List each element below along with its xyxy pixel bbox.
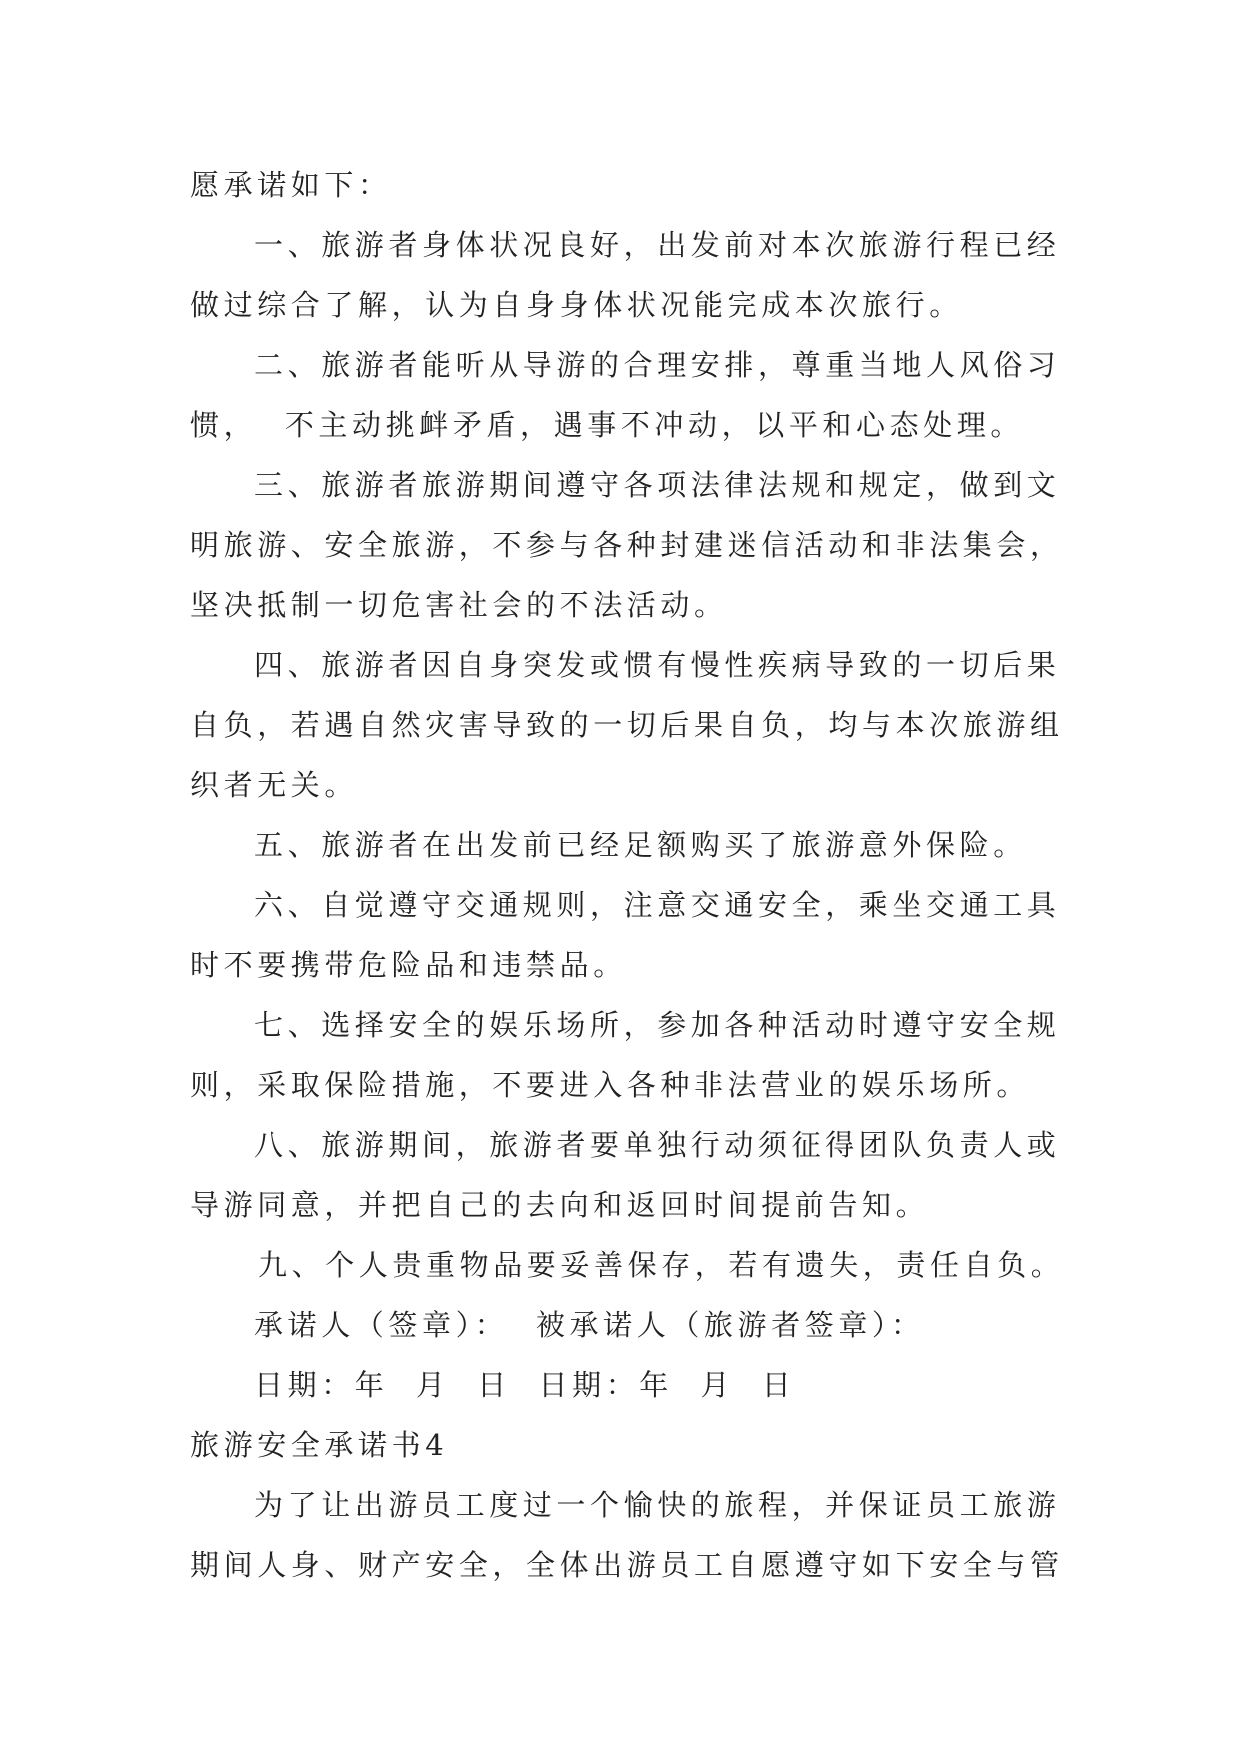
text-line: 九、个人贵重物品要妥善保存，若有遗失，责任自负。 xyxy=(258,1248,1065,1282)
text-line: 做过综合了解，认为自身身体状况能完成本次旅行。 xyxy=(190,288,963,322)
text-line: 则，采取保险措施，不要进入各种非法营业的娱乐场所。 xyxy=(190,1068,1031,1102)
text-line: 八、旅游期间，旅游者要单独行动须征得团队负责人或 xyxy=(254,1128,1061,1162)
text-line: 明旅游、安全旅游，不参与各种封建迷信活动和非法集会， xyxy=(190,528,1064,562)
section-title: 旅游安全承诺书4 xyxy=(190,1428,449,1462)
text-line: 坚决抵制一切危害社会的不法活动。 xyxy=(190,588,728,622)
text-line: 愿承诺如下： xyxy=(190,168,392,202)
text-line: 惯， 不主动挑衅矛盾，遇事不冲动，以平和心态处理。 xyxy=(190,408,1025,442)
text-line: 织者无关。 xyxy=(190,768,359,802)
text-line: 导游同意，并把自己的去向和返回时间提前告知。 xyxy=(190,1188,930,1222)
text-line: 一、旅游者身体状况良好，出发前对本次旅游行程已经 xyxy=(254,228,1061,262)
text-line: 三、旅游者旅游期间遵守各项法律法规和规定，做到文 xyxy=(254,468,1061,502)
text-line: 五、旅游者在出发前已经足额购买了旅游意外保险。 xyxy=(254,828,1027,862)
text-line: 期间人身、财产安全，全体出游员工自愿遵守如下安全与管 xyxy=(190,1548,1064,1582)
text-line: 自负，若遇自然灾害导致的一切后果自负，均与本次旅游组 xyxy=(190,708,1064,742)
signature-line: 承诺人（签章）： 被承诺人（旅游者签章）： xyxy=(254,1308,925,1342)
text-line: 为了让出游员工度过一个愉快的旅程，并保证员工旅游 xyxy=(254,1488,1061,1522)
text-line: 二、旅游者能听从导游的合理安排，尊重当地人风俗习 xyxy=(254,348,1061,382)
text-line: 四、旅游者因自身突发或惯有慢性疾病导致的一切后果 xyxy=(254,648,1061,682)
text-line: 七、选择安全的娱乐场所，参加各种活动时遵守安全规 xyxy=(254,1008,1061,1042)
text-line: 六、自觉遵守交通规则，注意交通安全，乘坐交通工具 xyxy=(254,888,1061,922)
text-line: 时不要携带危险品和违禁品。 xyxy=(190,948,627,982)
date-line: 日期：年 月 日 日期：年 月 日 xyxy=(254,1368,796,1402)
